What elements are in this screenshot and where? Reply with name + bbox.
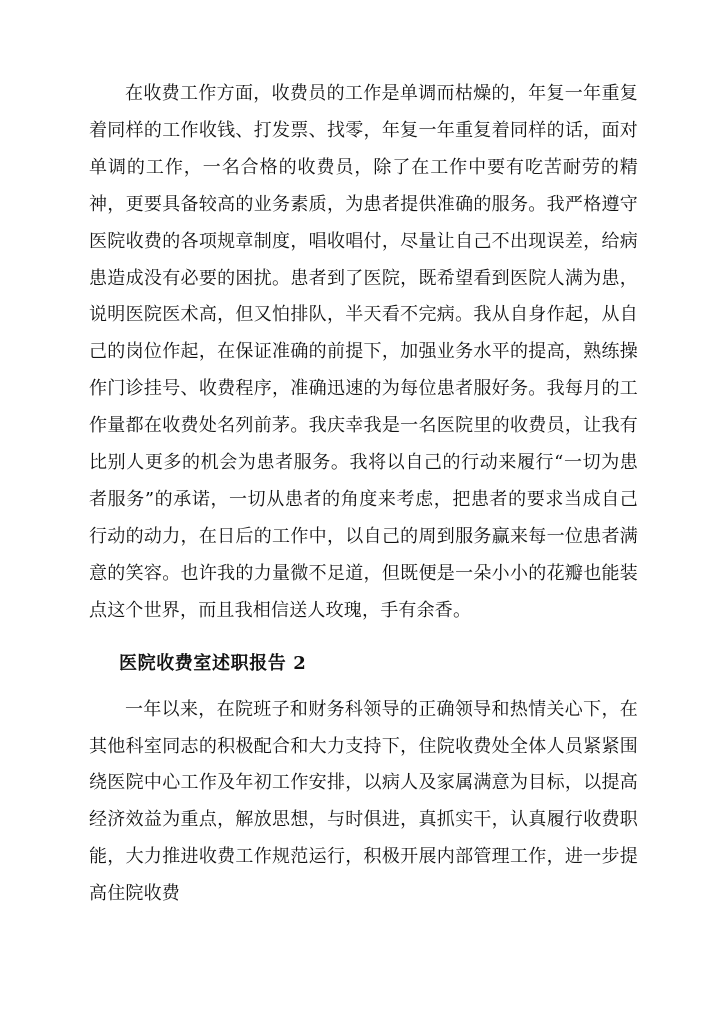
section-heading: 医院收费室述职报告 2: [119, 652, 307, 674]
body-paragraph: 在收费工作方面，收费员的工作是单调而枯燥的，年复一年重复着同样的工作收钱、打发票、找零，年复一年重复着同样的话，面对单调的工作，一名合格的收费员，除了在工作中要有吃苦耐劳的精神，更要具备较高的业务素质，为患者提供准确的服务。我严格遵守医院收费的各项规章制度，唱收唱付，尽量让自己不出现误差，给病患造成没有必要的困扰。患者到了医院，既希望看到医院人满为患，说明医院医术高，但又怕排队，半天看不完病。我从自身作起，从自己的岗位作起，在保证准确的前提下，加强业务水平的提高，熟练操作门诊挂号、收费程序，准确迅速的为每位患者服好务。我每月的工作量都在收费处名列前茅。我庆幸我是一名医院里的收费员，让我有比别人更多的机会为患者服务。我将以自己的行动来履行“一切为患者服务”的承诺，一切从患者的角度来考虑，把患者的要求当成自己行动的动力，在日后的工作中，以自己的周到服务赢来每一位患者满意的笑容。也许我的力量微不足道，但既便是一朵小小的花瓣也能装点这个世界，而且我相信送人玫瑰，手有余香。: [89, 83, 638, 621]
body-paragraph: 一年以来，在院班子和财务科领导的正确领导和热情关心下，在其他科室同志的积极配合和大力支持下，住院收费处全体人员紧紧围绕医院中心工作及年初工作安排，以病人及家属满意为目标，以提高经济效益为重点，解放思想，与时俱进，真抓实干，认真履行收费职能，大力推进收费工作规范运行，积极开展内部管理工作，进一步提高住院收费: [89, 698, 638, 905]
